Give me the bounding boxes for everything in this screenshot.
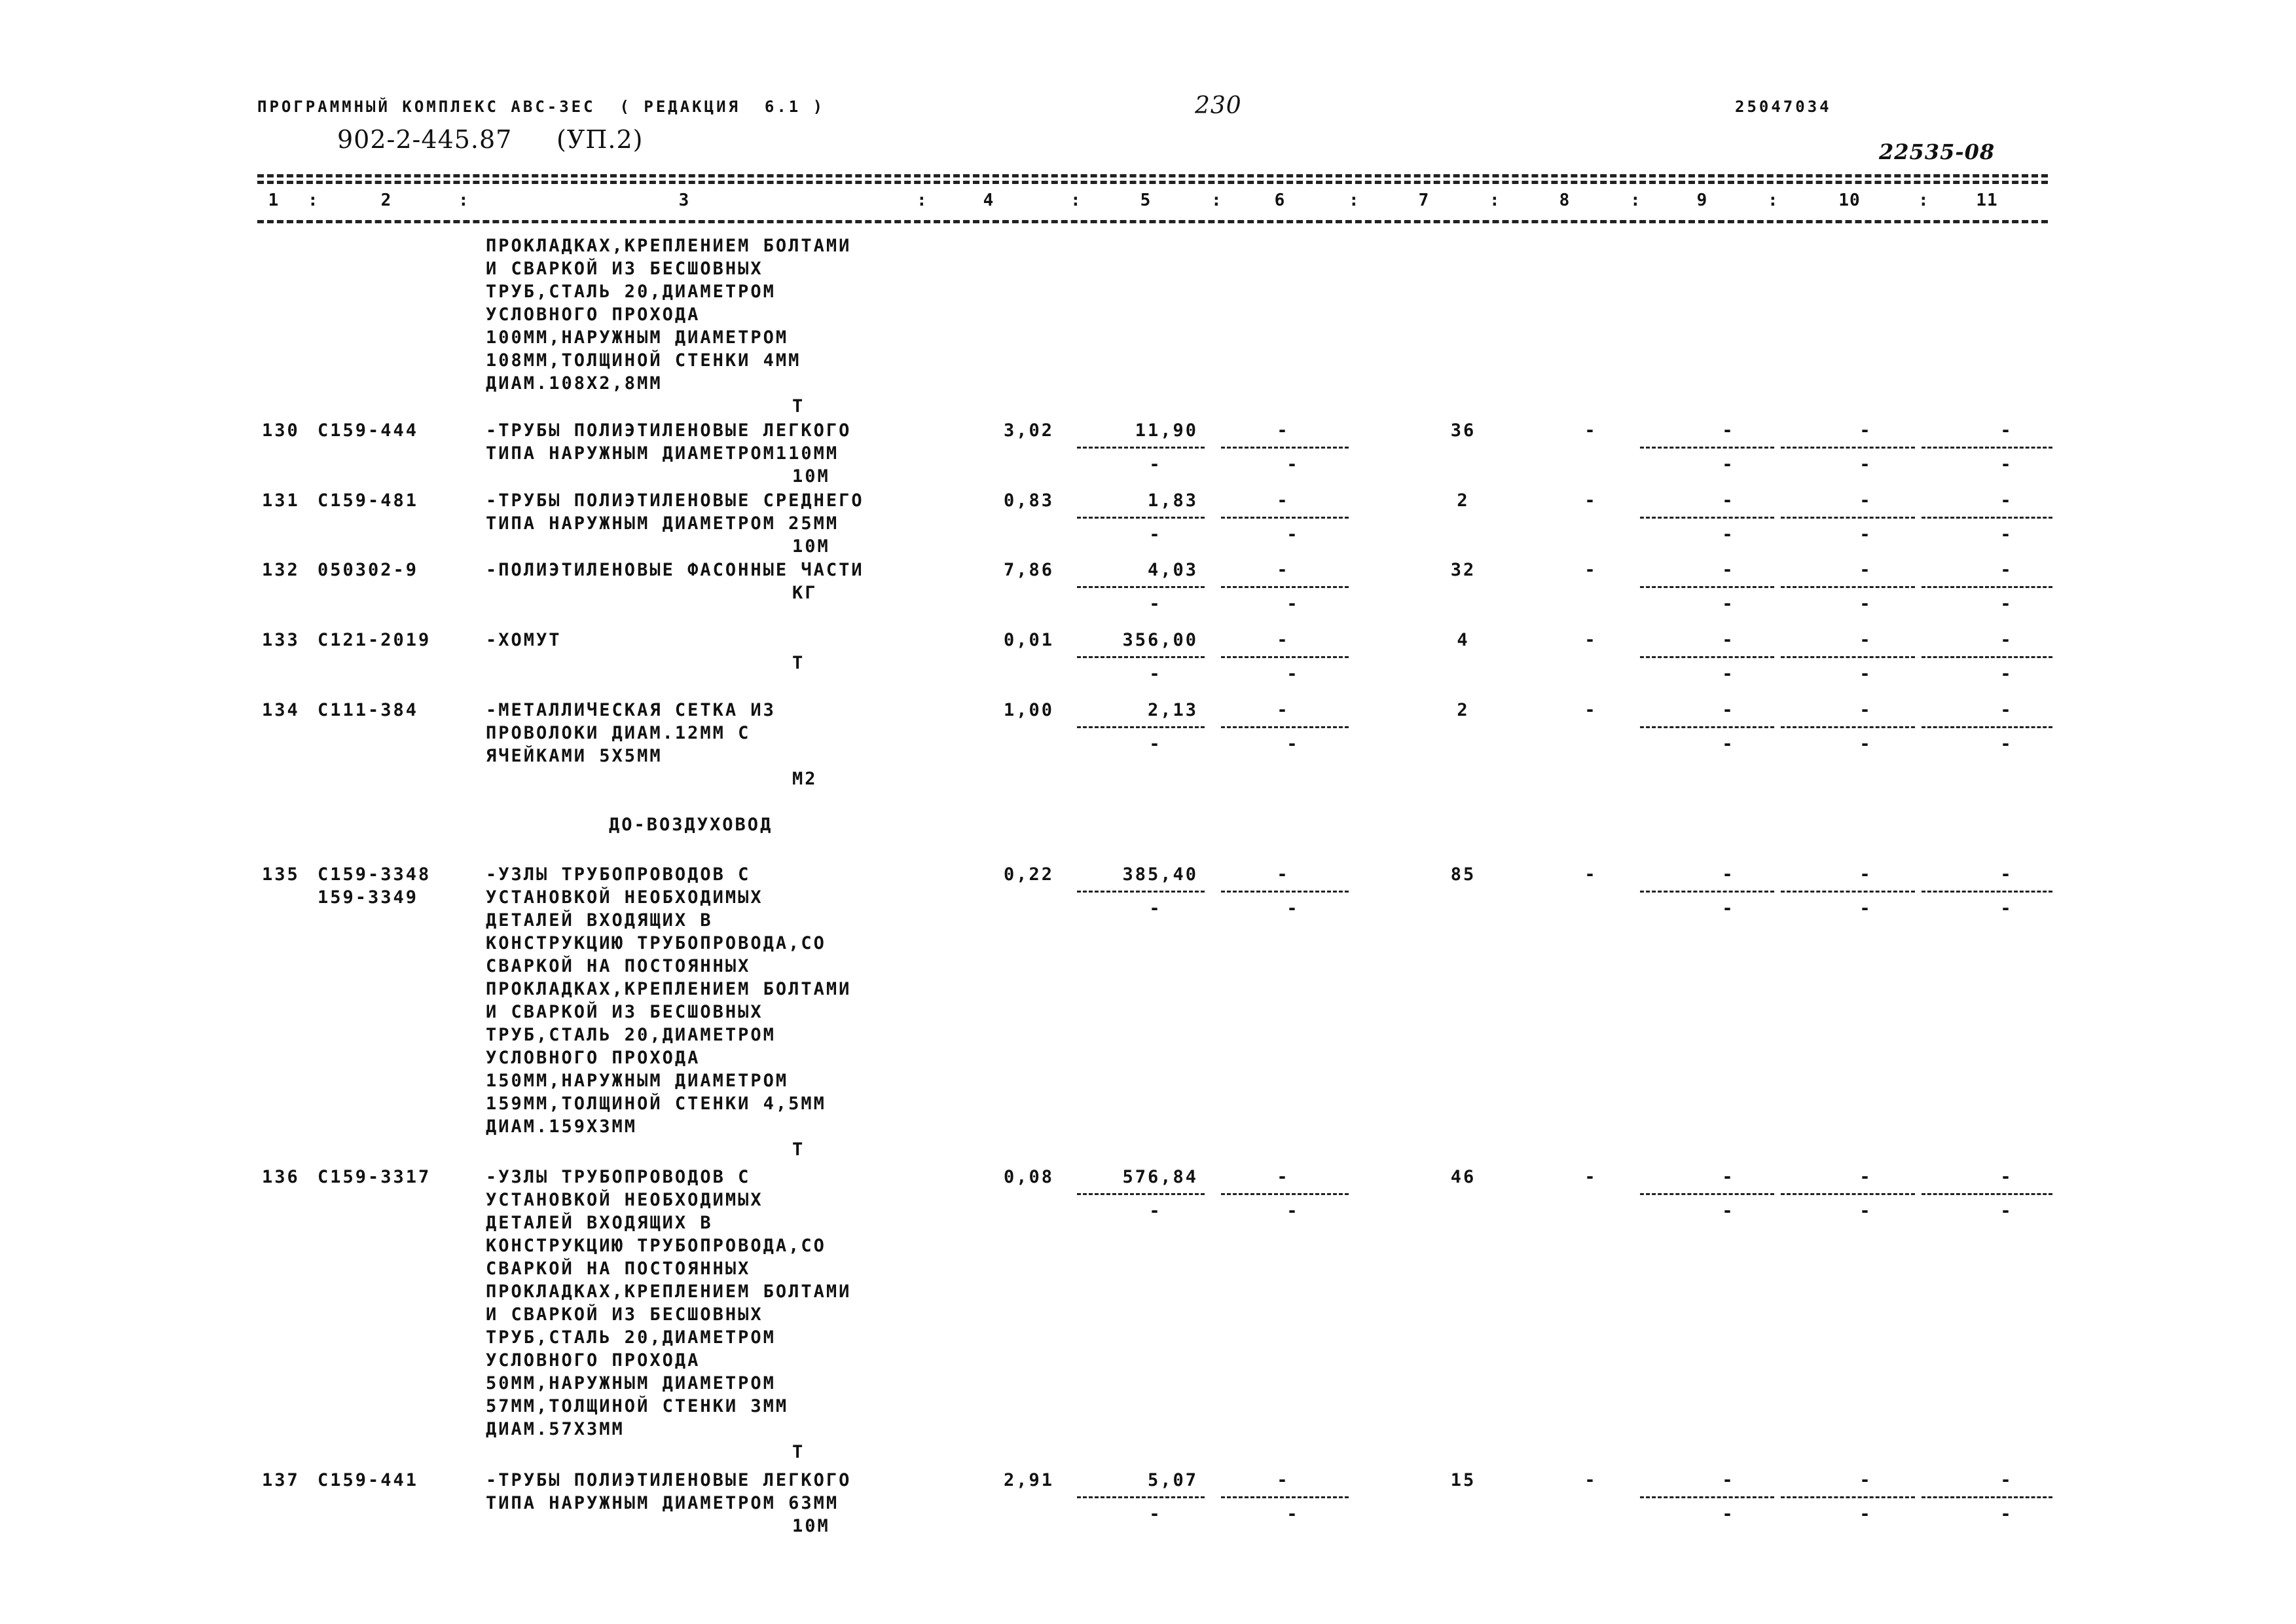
column-separator: :	[1918, 191, 1931, 210]
cell-col5: 4,03	[1147, 560, 1198, 580]
carryover-unit: Т	[792, 396, 805, 416]
cell-col8: -	[1584, 630, 1597, 650]
cell-separator-dash	[1221, 447, 1349, 449]
row-description-line: 150ММ,НАРУЖНЫМ ДИАМЕТРОМ	[486, 1071, 789, 1091]
cell-col8: -	[1584, 1470, 1597, 1490]
cell-col11: -	[2000, 864, 2013, 885]
row-number: 137	[262, 1470, 300, 1490]
cell-separator-dash	[1077, 891, 1205, 893]
cell-col9: -	[1722, 630, 1735, 650]
cell-col4: 3,02	[1003, 420, 1054, 441]
cell-separator-dash	[1922, 447, 2052, 449]
column-separator: :	[458, 191, 471, 210]
cell-separator-dash	[1077, 726, 1205, 728]
cell-col9-lower: -	[1722, 525, 1735, 545]
cell-separator-dash	[1221, 586, 1349, 588]
cell-col11-lower: -	[2000, 664, 2013, 684]
row-description-line: СВАРКОЙ НА ПОСТОЯННЫХ	[486, 1259, 751, 1279]
row-description-line: -МЕТАЛЛИЧЕСКАЯ СЕТКА ИЗ	[486, 700, 776, 720]
row-unit: Т	[792, 653, 805, 673]
cell-col6-lower: -	[1286, 594, 1300, 614]
column-number: 3	[678, 191, 690, 210]
cell-col11: -	[2000, 420, 2013, 441]
cell-col10: -	[1859, 420, 1872, 441]
carryover-line: ТРУБ,СТАЛЬ 20,ДИАМЕТРОМ	[486, 282, 776, 302]
row-code: С159-3317	[318, 1167, 431, 1187]
carryover-line: ДИАМ.108Х2,8ММ	[486, 373, 663, 394]
cell-col4: 0,83	[1003, 490, 1054, 511]
cell-col11: -	[2000, 560, 2013, 580]
cell-separator-dash	[1640, 586, 1774, 588]
cell-separator-dash	[1781, 1193, 1915, 1195]
row-description-line: -ПОЛИЭТИЛЕНОВЫЕ ФАСОННЫЕ ЧАСТИ	[486, 560, 864, 580]
cell-col10-lower: -	[1859, 1201, 1872, 1221]
cell-col6: -	[1277, 490, 1290, 511]
carryover-line: УСЛОВНОГО ПРОХОДА	[486, 304, 701, 325]
cell-separator-dash	[1640, 726, 1774, 728]
cell-separator-dash	[1077, 656, 1205, 658]
cell-col6-lower: -	[1286, 898, 1300, 919]
cell-col11-lower: -	[2000, 454, 2013, 475]
cell-separator-dash	[1922, 656, 2052, 658]
cell-col4: 0,22	[1003, 864, 1054, 885]
cell-col9: -	[1722, 560, 1735, 580]
column-number: 8	[1559, 191, 1571, 210]
row-description-line: СВАРКОЙ НА ПОСТОЯННЫХ	[486, 956, 751, 976]
row-number: 131	[262, 490, 300, 511]
cell-col7: 36	[1450, 420, 1476, 441]
cell-separator-dash	[1922, 1496, 2052, 1498]
cell-col10: -	[1859, 560, 1872, 580]
column-separator: :	[1070, 191, 1083, 210]
cell-col10-lower: -	[1859, 1504, 1872, 1524]
program-header: ПРОГРАММНЫЙ КОМПЛЕКС АВС-3ЕС ( РЕДАКЦИЯ 6.1 )	[257, 98, 826, 116]
cell-col5: 11,90	[1135, 420, 1198, 441]
row-number: 130	[262, 420, 300, 441]
cell-col6: -	[1277, 560, 1290, 580]
cell-separator-dash	[1781, 517, 1915, 519]
cell-col11: -	[2000, 490, 2013, 511]
cell-col9: -	[1722, 490, 1735, 511]
cell-col5: 1,83	[1147, 490, 1198, 511]
column-number: 10	[1838, 191, 1861, 210]
cell-col11: -	[2000, 630, 2013, 650]
cell-col10-lower: -	[1859, 734, 1872, 754]
cell-col7: 2	[1457, 490, 1470, 511]
cell-col8: -	[1584, 560, 1597, 580]
cell-col4: 2,91	[1003, 1470, 1054, 1490]
album-label: (УП.2)	[556, 125, 644, 154]
cell-col10: -	[1859, 1167, 1872, 1187]
row-description-line: КОНСТРУКЦИЮ ТРУБОПРОВОДА,СО	[486, 933, 826, 953]
row-description-line: 57ММ,ТОЛЩИНОЙ СТЕНКИ 3ММ	[486, 1396, 789, 1416]
document-code: 25047034	[1735, 98, 1832, 116]
cell-col6-lower: -	[1286, 734, 1300, 754]
row-description-line: ТИПА НАРУЖНЫМ ДИАМЕТРОМ 25ММ	[486, 513, 839, 534]
row-code: С159-441	[318, 1470, 419, 1490]
carryover-line: ПРОКЛАДКАХ,КРЕПЛЕНИЕМ БОЛТАМИ	[486, 236, 852, 256]
cell-separator-dash	[1221, 1193, 1349, 1195]
cell-col11: -	[2000, 1167, 2013, 1187]
cell-separator-dash	[1922, 1193, 2052, 1195]
row-description-line: ПРОКЛАДКАХ,КРЕПЛЕНИЕМ БОЛТАМИ	[486, 979, 852, 999]
column-separator: :	[308, 191, 320, 210]
row-number: 135	[262, 864, 300, 885]
cell-col5-lower: -	[1149, 525, 1162, 545]
header-rule-top-2	[257, 181, 2048, 184]
carryover-line: И СВАРКОЙ ИЗ БЕСШОВНЫХ	[486, 259, 763, 279]
cell-col11-lower: -	[2000, 1201, 2013, 1221]
carryover-line: 100ММ,НАРУЖНЫМ ДИАМЕТРОМ	[486, 327, 789, 348]
row-description-line: -ТРУБЫ ПОЛИЭТИЛЕНОВЫЕ СРЕДНЕГО	[486, 490, 864, 511]
cell-col7: 46	[1450, 1167, 1476, 1187]
row-description-line: 50ММ,НАРУЖНЫМ ДИАМЕТРОМ	[486, 1373, 776, 1393]
cell-col8: -	[1584, 700, 1597, 720]
cell-col10-lower: -	[1859, 525, 1872, 545]
column-number: 1	[268, 191, 280, 210]
row-number: 132	[262, 560, 300, 580]
row-description-line: ДИАМ.159Х3ММ	[486, 1116, 638, 1137]
column-number: 6	[1274, 191, 1286, 210]
cell-separator-dash	[1221, 1496, 1349, 1498]
row-description-line: ДИАМ.57Х3ММ	[486, 1419, 625, 1439]
cell-col6-lower: -	[1286, 525, 1300, 545]
cell-col10-lower: -	[1859, 594, 1872, 614]
cell-col8: -	[1584, 420, 1597, 441]
row-unit: М2	[792, 769, 818, 789]
cell-col10-lower: -	[1859, 898, 1872, 919]
cell-col6: -	[1277, 1167, 1290, 1187]
cell-col5: 576,84	[1122, 1167, 1198, 1187]
row-description-line: ДЕТАЛЕЙ ВХОДЯЩИХ В	[486, 910, 713, 931]
cell-col10: -	[1859, 630, 1872, 650]
column-number: 9	[1696, 191, 1708, 210]
row-code: С121-2019	[318, 630, 431, 650]
row-number: 136	[262, 1167, 300, 1187]
cell-col9: -	[1722, 864, 1735, 885]
project-number: 902-2-445.87	[337, 125, 513, 154]
row-code: С159-3348	[318, 864, 431, 885]
cell-col7: 15	[1450, 1470, 1476, 1490]
cell-col9-lower: -	[1722, 734, 1735, 754]
cell-col7: 85	[1450, 864, 1476, 885]
cell-col5-lower: -	[1149, 734, 1162, 754]
row-description-line: ТИПА НАРУЖНЫМ ДИАМЕТРОМ 63ММ	[486, 1493, 839, 1513]
cell-col9-lower: -	[1722, 454, 1735, 475]
cell-separator-dash	[1077, 586, 1205, 588]
cell-col7: 32	[1450, 560, 1476, 580]
cell-col5: 5,07	[1147, 1470, 1198, 1490]
row-description-line: ТИПА НАРУЖНЫМ ДИАМЕТРОМ110ММ	[486, 443, 839, 464]
cell-col9-lower: -	[1722, 1201, 1735, 1221]
cell-separator-dash	[1922, 726, 2052, 728]
cell-col4: 0,01	[1003, 630, 1054, 650]
cell-col5: 385,40	[1122, 864, 1198, 885]
cell-col11-lower: -	[2000, 734, 2013, 754]
cell-separator-dash	[1640, 656, 1774, 658]
row-description-line: УСТАНОВКОЙ НЕОБХОДИМЫХ	[486, 1190, 763, 1210]
cell-col9: -	[1722, 420, 1735, 441]
row-description-line: -ТРУБЫ ПОЛИЭТИЛЕНОВЫЕ ЛЕГКОГО	[486, 420, 852, 441]
cell-col5-lower: -	[1149, 664, 1162, 684]
cell-col9: -	[1722, 1167, 1735, 1187]
row-description-line: ТРУБ,СТАЛЬ 20,ДИАМЕТРОМ	[486, 1327, 776, 1348]
cell-col5-lower: -	[1149, 594, 1162, 614]
row-number: 134	[262, 700, 300, 720]
cell-col9-lower: -	[1722, 898, 1735, 919]
column-separator: :	[1768, 191, 1780, 210]
cell-col11-lower: -	[2000, 525, 2013, 545]
cell-col6: -	[1277, 700, 1290, 720]
cell-col9: -	[1722, 700, 1735, 720]
cell-col9-lower: -	[1722, 1504, 1735, 1524]
column-separator: :	[1630, 191, 1643, 210]
row-description-line: 159ММ,ТОЛЩИНОЙ СТЕНКИ 4,5ММ	[486, 1094, 826, 1114]
row-description-line: И СВАРКОЙ ИЗ БЕСШОВНЫХ	[486, 1304, 763, 1325]
cell-col8: -	[1584, 864, 1597, 885]
cell-col6: -	[1277, 864, 1290, 885]
row-unit: 10М	[792, 536, 830, 557]
cell-separator-dash	[1077, 1496, 1205, 1498]
inventory-number: 22535-08	[1879, 139, 1995, 164]
row-code-secondary: 159-3349	[318, 887, 419, 908]
row-code: 050302-9	[318, 560, 419, 580]
cell-col8: -	[1584, 1167, 1597, 1187]
row-code: С159-444	[318, 420, 419, 441]
cell-col5: 356,00	[1122, 630, 1198, 650]
row-description-line: ПРОКЛАДКАХ,КРЕПЛЕНИЕМ БОЛТАМИ	[486, 1282, 852, 1302]
cell-separator-dash	[1781, 656, 1915, 658]
cell-col5: 2,13	[1147, 700, 1198, 720]
cell-col6: -	[1277, 1470, 1290, 1490]
cell-separator-dash	[1922, 891, 2052, 893]
cell-separator-dash	[1221, 891, 1349, 893]
cell-col5-lower: -	[1149, 898, 1162, 919]
page-number: 230	[1195, 92, 1242, 119]
cell-col5-lower: -	[1149, 1201, 1162, 1221]
row-description-line: ЯЧЕЙКАМИ 5Х5ММ	[486, 746, 663, 766]
cell-separator-dash	[1922, 586, 2052, 588]
cell-separator-dash	[1640, 447, 1774, 449]
cell-col5-lower: -	[1149, 1504, 1162, 1524]
header-rule-top	[257, 174, 2048, 177]
cell-col11: -	[2000, 700, 2013, 720]
column-separator: :	[1211, 191, 1224, 210]
cell-separator-dash	[1077, 447, 1205, 449]
cell-col11-lower: -	[2000, 898, 2013, 919]
cell-separator-dash	[1221, 517, 1349, 519]
column-number: 2	[380, 191, 392, 210]
cell-separator-dash	[1781, 1496, 1915, 1498]
cell-col6-lower: -	[1286, 1201, 1300, 1221]
cell-col8: -	[1584, 490, 1597, 511]
row-description-line: И СВАРКОЙ ИЗ БЕСШОВНЫХ	[486, 1002, 763, 1022]
cell-col11-lower: -	[2000, 594, 2013, 614]
row-unit: КГ	[792, 583, 818, 603]
cell-col11: -	[2000, 1470, 2013, 1490]
row-code: С159-481	[318, 490, 419, 511]
cell-separator-dash	[1781, 447, 1915, 449]
row-description-line: -УЗЛЫ ТРУБОПРОВОДОВ С	[486, 864, 751, 885]
row-description-line: КОНСТРУКЦИЮ ТРУБОПРОВОДА,СО	[486, 1236, 826, 1256]
cell-col4: 1,00	[1003, 700, 1054, 720]
row-description-line: УСЛОВНОГО ПРОХОДА	[486, 1350, 701, 1371]
row-unit: Т	[792, 1442, 805, 1462]
cell-col9-lower: -	[1722, 594, 1735, 614]
row-description-line: -ТРУБЫ ПОЛИЭТИЛЕНОВЫЕ ЛЕГКОГО	[486, 1470, 852, 1490]
cell-col10: -	[1859, 1470, 1872, 1490]
cell-col5-lower: -	[1149, 454, 1162, 475]
cell-col4: 0,08	[1003, 1167, 1054, 1187]
row-unit: 10М	[792, 1516, 830, 1536]
cell-col11-lower: -	[2000, 1504, 2013, 1524]
row-description-line: -УЗЛЫ ТРУБОПРОВОДОВ С	[486, 1167, 751, 1187]
cell-col6: -	[1277, 420, 1290, 441]
column-number: 11	[1976, 191, 1998, 210]
cell-col7: 4	[1457, 630, 1470, 650]
cell-separator-dash	[1922, 517, 2052, 519]
cell-col6-lower: -	[1286, 454, 1300, 475]
carryover-line: 108ММ,ТОЛЩИНОЙ СТЕНКИ 4ММ	[486, 350, 801, 371]
cell-col10: -	[1859, 864, 1872, 885]
row-description-line: ТРУБ,СТАЛЬ 20,ДИАМЕТРОМ	[486, 1025, 776, 1045]
cell-col10: -	[1859, 700, 1872, 720]
column-separator: :	[917, 191, 929, 210]
cell-separator-dash	[1781, 726, 1915, 728]
column-number: 4	[983, 191, 994, 210]
cell-separator-dash	[1077, 517, 1205, 519]
column-number: 7	[1418, 191, 1430, 210]
row-description-line: -ХОМУТ	[486, 630, 562, 650]
row-unit: 10М	[792, 466, 830, 487]
header-rule-bottom	[257, 220, 2048, 223]
row-description-line: ПРОВОЛОКИ ДИАМ.12ММ С	[486, 723, 751, 743]
cell-col6-lower: -	[1286, 1504, 1300, 1524]
column-number: 5	[1140, 191, 1152, 210]
row-description-line: УСЛОВНОГО ПРОХОДА	[486, 1048, 701, 1068]
section-title: ДО-ВОЗДУХОВОД	[609, 815, 773, 835]
cell-separator-dash	[1077, 1193, 1205, 1195]
cell-separator-dash	[1640, 891, 1774, 893]
row-unit: Т	[792, 1139, 805, 1160]
cell-col10: -	[1859, 490, 1872, 511]
cell-col4: 7,86	[1003, 560, 1054, 580]
row-description-line: УСТАНОВКОЙ НЕОБХОДИМЫХ	[486, 887, 763, 908]
cell-col9: -	[1722, 1470, 1735, 1490]
cell-separator-dash	[1781, 586, 1915, 588]
row-code: С111-384	[318, 700, 419, 720]
cell-col6-lower: -	[1286, 664, 1300, 684]
cell-separator-dash	[1640, 517, 1774, 519]
column-separator: :	[1349, 191, 1361, 210]
row-description-line: ДЕТАЛЕЙ ВХОДЯЩИХ В	[486, 1213, 713, 1233]
column-separator: :	[1489, 191, 1502, 210]
cell-col6: -	[1277, 630, 1290, 650]
cell-col10-lower: -	[1859, 454, 1872, 475]
cell-separator-dash	[1221, 656, 1349, 658]
cell-separator-dash	[1221, 726, 1349, 728]
cell-separator-dash	[1640, 1193, 1774, 1195]
cell-col10-lower: -	[1859, 664, 1872, 684]
cell-col7: 2	[1457, 700, 1470, 720]
cell-separator-dash	[1781, 891, 1915, 893]
cell-col9-lower: -	[1722, 664, 1735, 684]
cell-separator-dash	[1640, 1496, 1774, 1498]
row-number: 133	[262, 630, 300, 650]
